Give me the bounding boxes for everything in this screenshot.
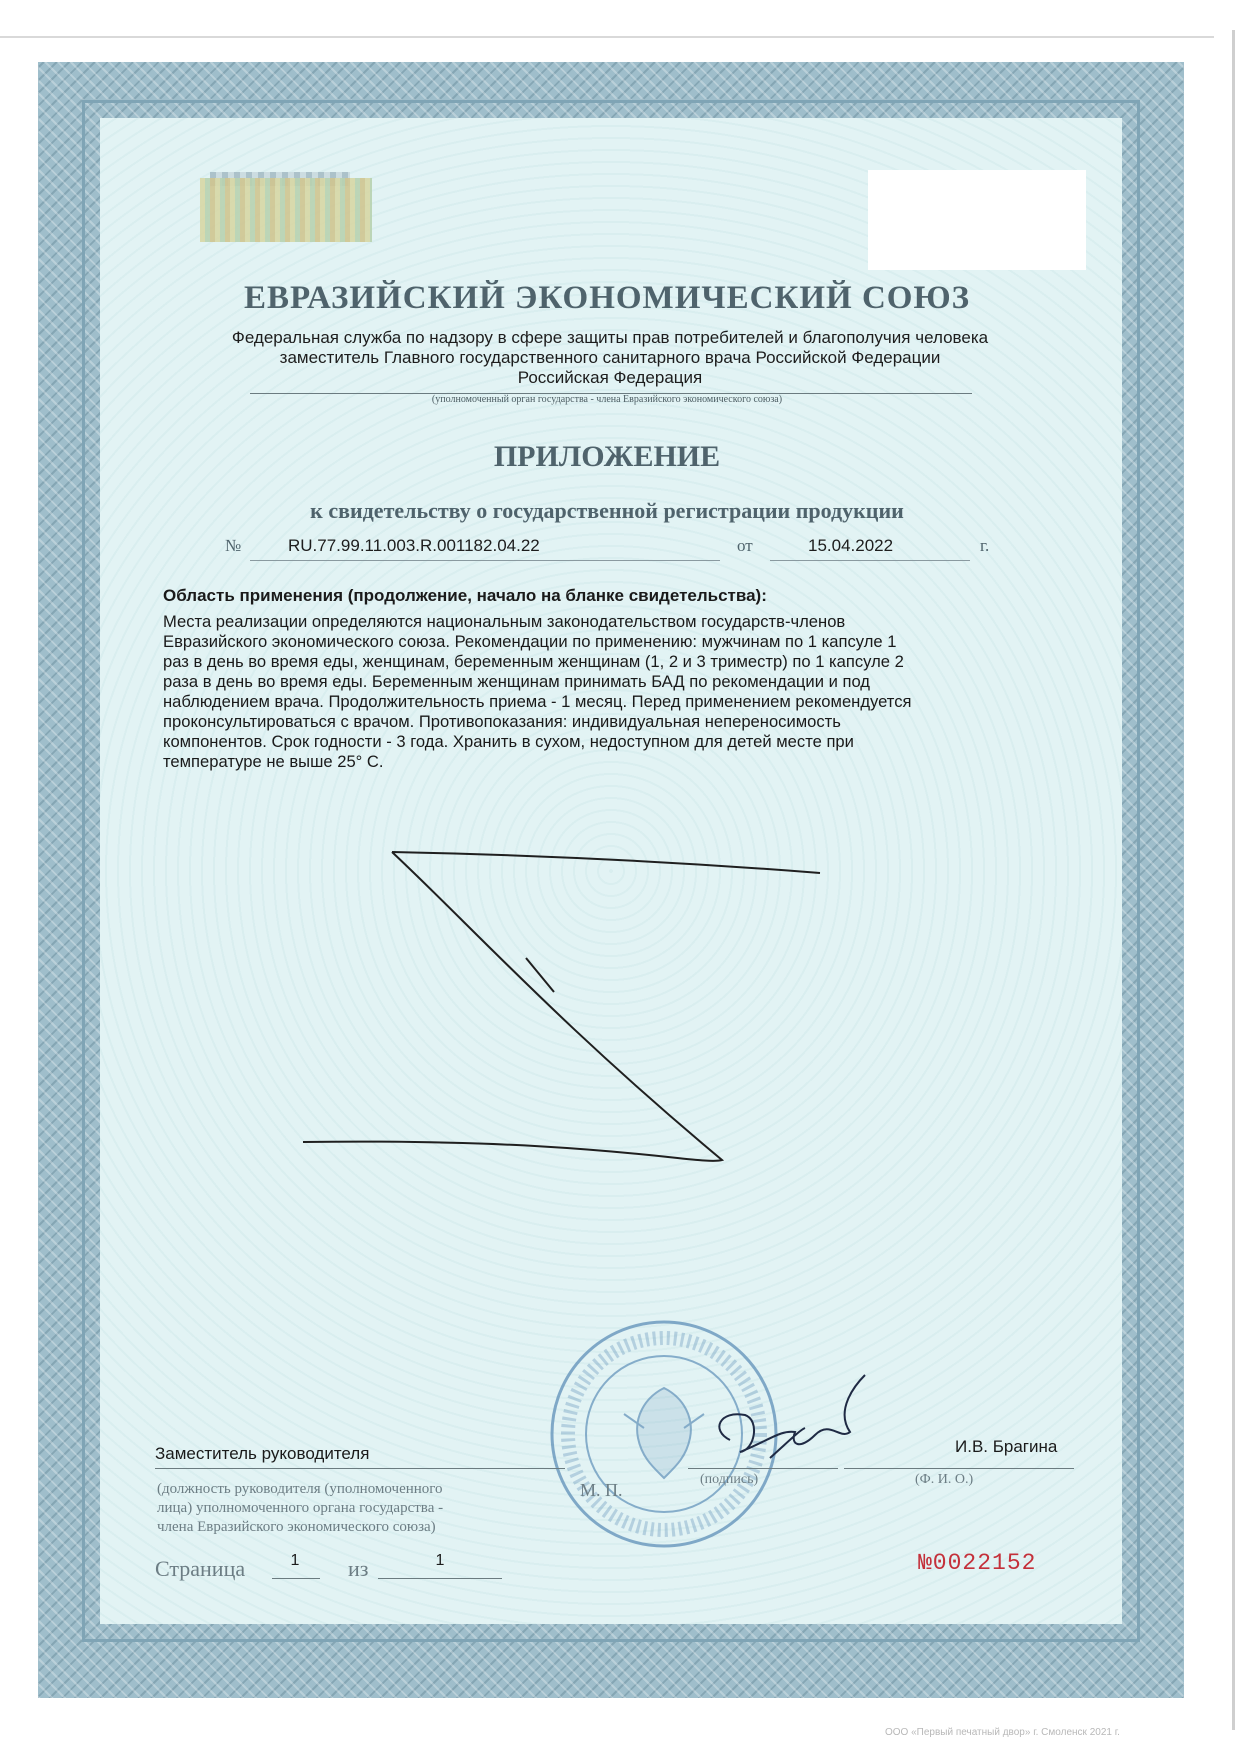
handwritten-signature [700,1370,880,1480]
position-caption-line: (должность руководителя (уполномоченного [157,1481,443,1497]
fio-caption: (Ф. И. О.) [915,1472,974,1487]
position-caption-line: лица) уполномоченного органа государства - [157,1500,444,1516]
scope-line: раза в день во время еды. Беременным женщинам принимать БАД по рекомендации и под [163,672,870,691]
page-current: 1 [290,1552,300,1569]
page-total-rule [378,1578,502,1579]
authority-caption: (уполномоченный орган государства - члена Евразийского экономического союза) [431,394,783,405]
number-label: № [225,536,242,555]
signature-rule [688,1468,838,1469]
document-title: ПРИЛОЖЕНИЕ [493,440,721,473]
scope-heading: Область применения (продолжение, начало на бланке свидетельства): [163,586,767,605]
seal-place-label: М. П. [580,1480,623,1500]
printer-note: ООО «Первый печатный двор» г. Смоленск 2021 г. [885,1727,1120,1738]
page-label: Страница [155,1556,246,1581]
scope-line: Евразийского экономического союза. Рекомендации по применению: мужчинам по 1 капсуле 1 [163,632,897,651]
authority-line: Федеральная служба по надзору в сфере защиты прав потребителей и благополучия человека [231,328,989,347]
scope-line: раз в день во время еды, женщинам, беременным женщинам (1, 2 и 3 триместр) по 1 капсуле 2 [163,652,904,671]
signature-caption: (подпись) [700,1472,759,1487]
year-label: г. [980,536,990,555]
scope-line: компонентов. Срок годности - 3 года. Хранить в сухом, недоступном для детей месте при [163,732,854,751]
authority-line: заместитель Главного государственного санитарного врача Российской Федерации [279,348,941,367]
name-rule [844,1468,1074,1469]
seal-eagle-emblem [624,1388,704,1478]
signer-position: Заместитель руководителя [155,1444,370,1463]
document-subtitle: к свидетельству о государственной регистрации продукции [310,498,904,523]
page-total: 1 [435,1552,445,1569]
serial-number: №0022152 [918,1550,1037,1576]
authority-line: Российская Федерация [517,368,703,387]
scope-line: проконсультироваться с врачом. Противопоказания: индивидуальная непереносимость [163,712,841,731]
signature-stroke [719,1375,865,1458]
registration-number: RU.77.99.11.003.R.001182.04.22 [288,536,540,555]
page-current-rule [272,1578,320,1579]
scope-line: Места реализации определяются национальным законодательством государств-членов [163,612,846,631]
scope-line: наблюдением врача. Продолжительность приема - 1 месяц. Перед применением рекомендуется [163,692,912,711]
position-caption-line: члена Евразийского экономического союза) [157,1519,436,1535]
signer-name: И.В. Брагина [955,1437,1058,1456]
union-title: ЕВРАЗИЙСКИЙ ЭКОНОМИЧЕСКИЙ СОЮЗ [243,280,971,316]
z-cancel-stroke [303,852,820,1161]
registration-date: 15.04.2022 [808,536,894,555]
scope-line: температуре не выше 25° С. [163,752,384,771]
date-from-label: от [737,536,753,555]
position-rule [155,1468,565,1469]
page-of-label: из [348,1556,369,1581]
scan-edge-right [1232,30,1235,1730]
position-caption [157,1480,577,1537]
